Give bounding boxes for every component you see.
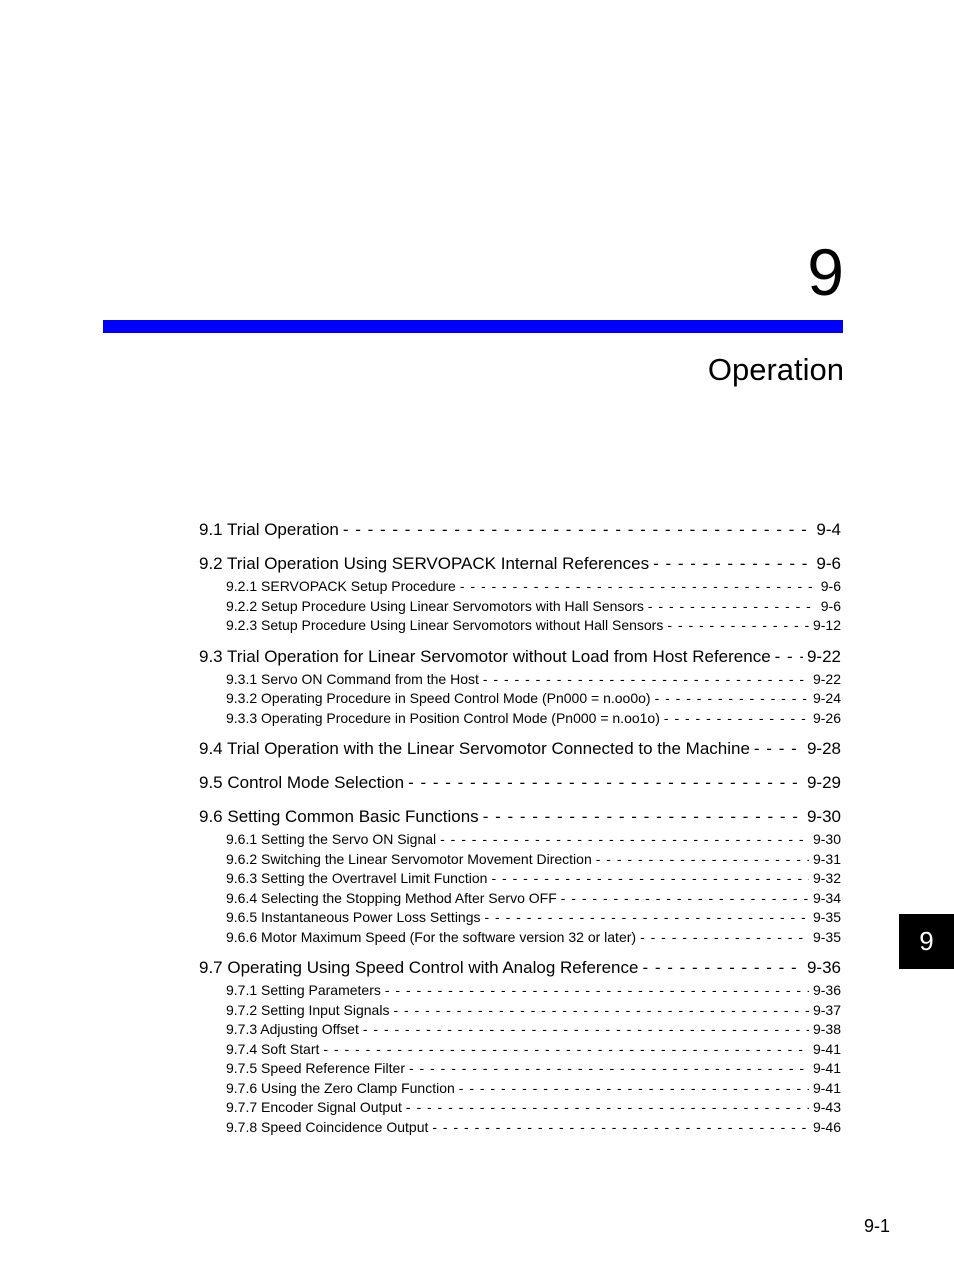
chapter-title: Operation bbox=[707, 352, 844, 387]
toc-subentry[interactable] bbox=[199, 1079, 841, 1099]
toc-subentry[interactable] bbox=[199, 709, 841, 729]
toc-subentry-title: 9.6.6 Motor Maximum Speed (For the software version 32 or later) bbox=[226, 928, 637, 945]
toc-section bbox=[199, 770, 841, 796]
dot-leader bbox=[323, 1040, 809, 1060]
toc-entry-page: 9-36 bbox=[806, 958, 841, 977]
toc-section bbox=[199, 551, 841, 636]
toc-subentry-title: 9.7.6 Using the Zero Clamp Function bbox=[226, 1079, 455, 1096]
dot-leader bbox=[459, 1079, 809, 1099]
toc-entry-page: 9-6 bbox=[816, 554, 841, 573]
dot-leader bbox=[363, 1020, 809, 1040]
toc-subentry-page: 9-22 bbox=[812, 670, 841, 687]
toc-section bbox=[199, 644, 841, 729]
toc-subentry[interactable] bbox=[199, 1040, 841, 1060]
toc-entry-page: 9-29 bbox=[806, 773, 841, 792]
toc-section bbox=[199, 736, 841, 762]
toc-entry[interactable] bbox=[199, 955, 841, 981]
dot-leader bbox=[491, 869, 809, 889]
toc-entry-page: 9-4 bbox=[816, 520, 841, 539]
chapter-accent-bar bbox=[103, 320, 843, 333]
chapter-number: 9 bbox=[807, 235, 844, 309]
toc-subentry[interactable] bbox=[199, 1001, 841, 1021]
dot-leader bbox=[385, 981, 809, 1001]
toc-subentry[interactable] bbox=[199, 1118, 841, 1138]
toc-entry-title: 9.4 Trial Operation with the Linear Servomotor Connected to the Machine bbox=[199, 739, 750, 758]
toc-subentry-title: 9.7.7 Encoder Signal Output bbox=[226, 1099, 402, 1115]
toc-subentry-title: 9.6.5 Instantaneous Power Loss Settings bbox=[226, 909, 481, 925]
dot-leader bbox=[485, 908, 809, 928]
toc-section bbox=[199, 517, 841, 543]
toc-subentry-title: 9.7.8 Speed Coincidence Output bbox=[226, 1118, 429, 1135]
toc-subentry-title: 9.3.2 Operating Procedure in Speed Control Mode (Pn000 = n.oo0o) bbox=[226, 690, 651, 706]
toc-section bbox=[199, 955, 841, 1137]
dot-leader bbox=[393, 1001, 809, 1021]
toc-subentry-title: 9.6.3 Setting the Overtravel Limit Function bbox=[226, 870, 488, 886]
toc-subentry[interactable] bbox=[199, 1020, 841, 1040]
toc-entry-title: 9.1 Trial Operation bbox=[199, 520, 339, 539]
toc-subentry-title: 9.3.3 Operating Procedure in Position Control Mode (Pn000 = n.oo1o) bbox=[226, 709, 660, 726]
toc-subentry-page: 9-41 bbox=[812, 1040, 841, 1057]
toc-subentry[interactable] bbox=[199, 1059, 841, 1079]
dot-leader bbox=[460, 577, 817, 597]
dot-leader bbox=[754, 736, 803, 762]
toc-subentry-page: 9-41 bbox=[812, 1060, 841, 1076]
toc-subentry-page: 9-46 bbox=[812, 1118, 841, 1135]
toc-entry-title: 9.5 Control Mode Selection bbox=[199, 773, 405, 792]
dot-leader bbox=[406, 1098, 809, 1118]
toc-subentry-page: 9-12 bbox=[812, 617, 841, 633]
toc-subentry-page: 9-43 bbox=[812, 1099, 841, 1115]
toc-subentry-page: 9-37 bbox=[812, 1001, 841, 1018]
toc-subentry[interactable] bbox=[199, 597, 841, 617]
toc-subentry-page: 9-24 bbox=[812, 690, 841, 706]
toc-entry-page: 9-30 bbox=[806, 807, 841, 826]
toc-subentry[interactable] bbox=[199, 869, 841, 889]
toc-subentry-page: 9-31 bbox=[812, 850, 841, 867]
dot-leader bbox=[667, 616, 809, 636]
toc-entry-title: 9.7 Operating Using Speed Control with Analog Reference bbox=[199, 958, 639, 977]
toc-subentry-title: 9.7.4 Soft Start bbox=[226, 1040, 320, 1057]
toc-entry[interactable] bbox=[199, 551, 841, 577]
toc-subentry[interactable] bbox=[199, 670, 841, 690]
toc-entry[interactable] bbox=[199, 770, 841, 796]
toc-subentry-title: 9.2.2 Setup Procedure Using Linear Servomotors with Hall Sensors bbox=[226, 597, 644, 614]
toc-subentry-title: 9.7.1 Setting Parameters bbox=[226, 982, 381, 998]
toc-subentry-page: 9-32 bbox=[812, 870, 841, 886]
toc-entry-title: 9.6 Setting Common Basic Functions bbox=[199, 807, 479, 826]
toc-subentry[interactable] bbox=[199, 1098, 841, 1118]
toc-section bbox=[199, 804, 841, 947]
toc-entry[interactable] bbox=[199, 736, 841, 762]
toc-subentry-title: 9.6.1 Setting the Servo ON Signal bbox=[226, 831, 437, 847]
toc-subentry-page: 9-35 bbox=[812, 909, 841, 925]
page-number: 9-1 bbox=[863, 1216, 890, 1236]
toc-subentry[interactable] bbox=[199, 616, 841, 636]
toc-entry[interactable] bbox=[199, 644, 841, 670]
toc-subentry-page: 9-30 bbox=[812, 831, 841, 847]
dot-leader bbox=[561, 889, 809, 909]
toc-entry-page: 9-22 bbox=[806, 646, 841, 666]
dot-leader bbox=[642, 955, 803, 981]
dot-leader bbox=[409, 1059, 809, 1079]
toc-subentry-title: 9.7.5 Speed Reference Filter bbox=[226, 1060, 405, 1076]
dot-leader bbox=[440, 830, 809, 850]
toc-subentry-title: 9.7.2 Setting Input Signals bbox=[226, 1001, 390, 1018]
dot-leader bbox=[653, 551, 812, 577]
toc-subentry[interactable] bbox=[199, 689, 841, 709]
toc-subentry-page: 9-41 bbox=[812, 1079, 841, 1096]
toc-subentry[interactable] bbox=[199, 830, 841, 850]
toc-subentry-page: 9-34 bbox=[812, 889, 841, 906]
toc-subentry[interactable] bbox=[199, 577, 841, 597]
dot-leader bbox=[648, 597, 817, 617]
dot-leader bbox=[432, 1118, 809, 1138]
toc-subentry-title: 9.2.3 Setup Procedure Using Linear Servomotors without Hall Sensors bbox=[226, 617, 664, 633]
toc-subentry-title: 9.2.1 SERVOPACK Setup Procedure bbox=[226, 578, 456, 594]
toc-subentry-title: 9.6.2 Switching the Linear Servomotor Movement Direction bbox=[226, 850, 592, 867]
dot-leader bbox=[343, 517, 813, 543]
chapter-side-tab: 9 bbox=[899, 914, 954, 969]
toc-subentry-page: 9-26 bbox=[812, 709, 841, 726]
toc-entry-page: 9-28 bbox=[806, 739, 841, 758]
dot-leader bbox=[483, 804, 803, 830]
toc-entry-title: 9.2 Trial Operation Using SERVOPACK Internal References bbox=[199, 554, 650, 573]
dot-leader bbox=[408, 770, 803, 796]
toc-entry[interactable] bbox=[199, 804, 841, 830]
toc-subentry[interactable] bbox=[199, 981, 841, 1001]
toc-subentry-title: 9.6.4 Selecting the Stopping Method After Servo OFF bbox=[226, 889, 557, 906]
toc-subentry-page: 9-38 bbox=[812, 1021, 841, 1037]
dot-leader bbox=[664, 709, 809, 729]
dot-leader bbox=[640, 928, 809, 948]
toc-subentry-page: 9-6 bbox=[820, 597, 841, 614]
toc-entry[interactable] bbox=[199, 517, 841, 543]
toc-subentry-page: 9-36 bbox=[812, 982, 841, 998]
toc-subentry-title: 9.3.1 Servo ON Command from the Host bbox=[226, 670, 479, 687]
toc-subentry[interactable] bbox=[199, 908, 841, 928]
toc-subentry-title: 9.7.3 Adjusting Offset bbox=[226, 1021, 359, 1037]
dot-leader bbox=[775, 644, 803, 670]
table-of-contents bbox=[199, 517, 841, 1137]
toc-entry-title: 9.3 Trial Operation for Linear Servomotor without Load from Host Reference bbox=[199, 646, 771, 666]
dot-leader bbox=[655, 689, 809, 709]
toc-subentry[interactable] bbox=[199, 850, 841, 870]
toc-subentry[interactable] bbox=[199, 928, 841, 948]
toc-subentry-page: 9-35 bbox=[812, 928, 841, 945]
dot-leader bbox=[596, 850, 809, 870]
dot-leader bbox=[483, 670, 809, 690]
toc-subentry[interactable] bbox=[199, 889, 841, 909]
toc-subentry-page: 9-6 bbox=[820, 578, 841, 594]
